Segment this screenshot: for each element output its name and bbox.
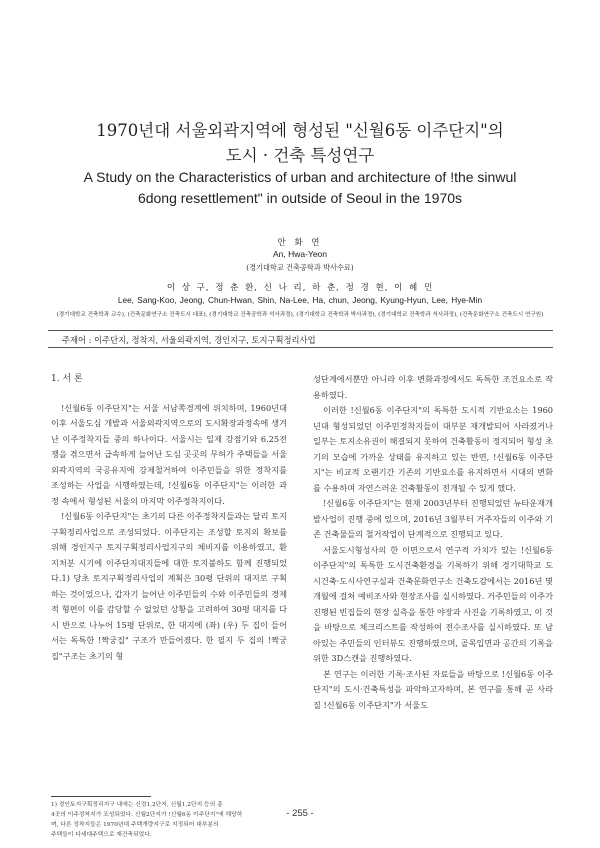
title-ko-line2: 도시 · 건축 특성연구 — [225, 146, 375, 165]
author-affiliation: (경기대학교 건축공학과 박사수료) — [246, 263, 354, 272]
title-ko — [0, 118, 600, 168]
paragraph: !신월6동 이주단지"는 서울 서남쪽경계에 위치하며, 1960년대 이후 서울도심 개발과 서울외곽지역으로의 도시확장과정속에 생겨난 이주정착지들 중의 하나이다. 서울시는 일제 강점기와 6.25전쟁을 겪으면서 급속하게 늘어난 도심 곳곳의 무허가 주택들을 서울외곽지역의 국공유지에 강제철거하여 이주민들을 위한 정착지를 조성하는 사업을 시행하였는데, !신월6동 이주단지"는 이러한 과정 속에서 형성된 서울의 마지막 이주정착지이다. — [51, 402, 287, 506]
paragraph: !신월6동 이주단지"는 현재 2003년부터 진행되었던 뉴타운재개발사업이 진행 중에 있으며, 2016년 3월부터 거주자들의 이주와 기존 건축물들의 철거작업이 단계적으로 진행되고 있다. — [313, 498, 553, 539]
section-heading: 1. 서 론 — [51, 374, 83, 384]
page-number: - 255 - — [286, 808, 314, 819]
author-name-en: An, Hwa-Yeon — [272, 249, 328, 259]
coauthors-ko: 이 상 구, 정 춘 환, 신 나 리, 하 춘, 정 경 현, 이 혜 민 — [166, 283, 434, 293]
coauthors-en: Lee, Sang-Koo, Jeong, Chun-Hwan, Shin, Na-Lee, Ha, chun, Jeong, Kyung-Hyun, Lee, Hye-Min — [117, 295, 483, 305]
title-ko-line1: 1970년대 서울외곽지역에 형성된 "신월6동 이주단지"의 — [96, 121, 504, 140]
author-name-ko: 안 화 연 — [277, 238, 323, 248]
footnote-line: 1) 경인토지구획정리지구 내에는 신정1,2단지, 신월1,2단지 등의 총 — [51, 802, 223, 808]
keywords-box — [48, 330, 553, 348]
footnote-line: 며, 다른 정착지들은 1970년대 주택개량지구로 지정되어 대부분의 — [51, 822, 219, 828]
keywords: 주제어 : 이주단지, 정착지, 서울외곽지역, 경인지구, 토지구획정리사업 — [62, 335, 316, 345]
footnote-line: 주택들이 다세대주택으로 재건축되었다. — [51, 832, 152, 838]
paragraph: 이러한 !신월6동 이주단지"의 독특한 도시적 기반요소는 1960년대 형성되었던 이주민정착지들이 대부분 재개발되어 사라졌거나 일부는 토지소유권이 해결되지 못하여 건축활동이 정지되어 형성 초기의 모습에 가까운 상태를 유지하고 있는 반면, !신월6동 이주단지"는 비교적 오랜기간 기존의 기반요소를 유지하면서 시대의 변화를 수용하며 자연스러운 건축활동이 전개될 수 있게 했다. — [313, 405, 553, 493]
footnote — [51, 800, 287, 840]
left-column — [51, 372, 287, 664]
paragraph: !신월6동 이주단지"는 초기의 다른 이주정착지들과는 달리 토지구획정리사업으로 조성되었다. 이주단지는 조성할 토지의 확보를 위해 경인지구 토지구획정리사업지구의 체비지를 이용하였고, 환지처분 시기에 이주단지대지들에 대한 토지불하도 함께 진행되었다.1) 당초 토지구획정리사업의 계획은 30평 단위의 대지로 구획하는 것이었으나, 갑자기 늘어난 이주민들의 수와 이주민들의 경제적 형편이 이를 감당할 수 없었던 상황을 고려하여 30평 대지를 다시 반으로 나누어 15평 단위로, 한 대지에 (좌) (우) 두 집이 들어서는 독특한 !짝궁집" 구조가 만들어졌다. 한 필지 두 집의 !짝궁집"구조는 초기의 형 — [51, 511, 287, 661]
title-en-line1: A Study on the Characteristics of urban and architecture of !the sinwul — [83, 169, 517, 185]
title-en-line2: 6dong resettlement" in outside of Seoul in the 1970s — [137, 190, 463, 206]
paragraph: 서울도시형성사의 한 이면으로서 연구적 가치가 있는 !신월6동 이주단지"의 독특한 도시건축환경을 기록하기 위해 경기대학교 도시건축·도시사연구실과 건축문화연구소 건축도감에서는 2016년 몇 개월에 걸쳐 예비조사와 현장조사를 실시하였다. 거주민들의 이주가 진행된 빈집들의 현장 실측을 통한 야장과 사진을 기록하였고, 이 것을 바탕으로 체크리스트를 작성하여 전수조사를 실시하였다. 또 남아있는 주민들의 인터뷰도 진행하였으며, 골목입면과 공간의 기록을 위한 3D스캔을 진행하였다. — [313, 544, 553, 663]
title-en — [0, 167, 600, 209]
right-column — [313, 372, 553, 713]
coauthors-affiliations: (경기대학교 건축학과 교수), (건축문화연구소 건축도시 대표), (경기대학교 건축공학과 석사과정), (경기대학교 건축학과 박사과정), (경기대학교 건축학과 석사과정), (건축문화연구소 건축도시 연구원) — [56, 312, 544, 318]
paragraph: 본 연구는 이러한 기록·조사된 자료들을 바탕으로 !신월6동 이주단지"의 도시·건축특성을 파악하고자하며, 본 연구를 통해 곧 사라질 !신월6동 이주단지"가 서울도 — [313, 668, 553, 710]
footnote-rule — [51, 796, 151, 797]
paragraph: 성단계에서뿐만 아니라 이후 변화과정에서도 독특한 조건요소로 작용하였다. — [313, 374, 553, 400]
footnote-line: 4곳의 이주정착지가 조성되었다. 신월2단지가 !신월6동 이주단지"에 해당하 — [51, 812, 243, 818]
